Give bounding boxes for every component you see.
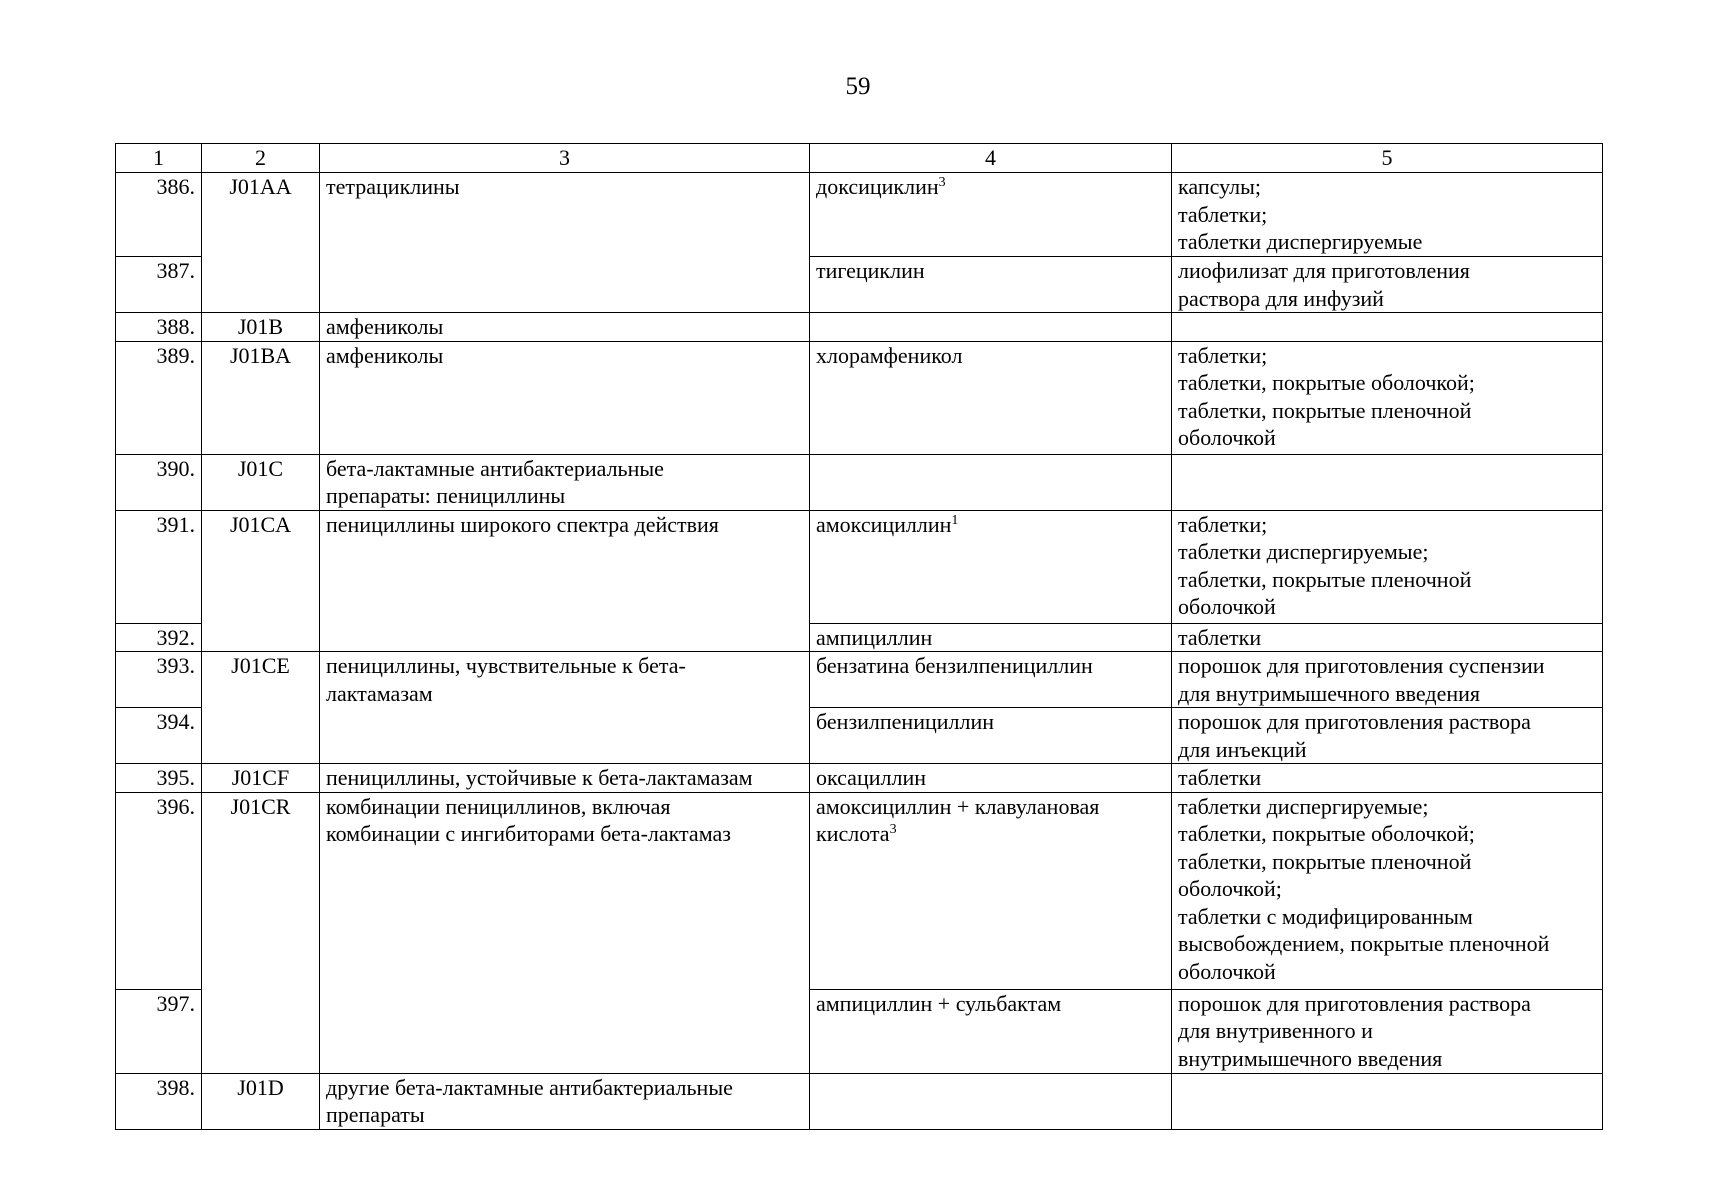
- table-header-row: [116, 144, 1603, 173]
- dosage-form: капсулы; таблетки; таблетки диспергируемые: [1172, 173, 1603, 257]
- dosage-form: [1172, 313, 1603, 342]
- row-number: 389.: [116, 341, 202, 454]
- table-row: [116, 173, 1603, 257]
- table-row: [116, 652, 1603, 708]
- drug-name: тигециклин: [810, 257, 1172, 313]
- drug-name: доксициклин$^3$: [810, 173, 1172, 257]
- page-number: 59: [845, 73, 871, 100]
- row-number: 398.: [116, 1073, 202, 1129]
- drug-name: [810, 1073, 1172, 1129]
- atc-code: J01B: [202, 313, 320, 342]
- dosage-form: таблетки: [1172, 623, 1603, 652]
- drug-name: бензатина бензилпенициллин: [810, 652, 1172, 708]
- row-number: 387.: [116, 257, 202, 313]
- drug-name: [810, 454, 1172, 510]
- medicines-table: [115, 143, 1603, 1130]
- footnote-mark: 3: [938, 175, 946, 190]
- atc-code: J01D: [202, 1073, 320, 1129]
- row-number: 386.: [116, 173, 202, 257]
- table-row: [116, 341, 1603, 454]
- atc-group: другие бета-лактамные антибактериальные препараты: [320, 1073, 810, 1129]
- column-header: 2: [202, 144, 320, 173]
- footnote-mark: 3: [889, 822, 897, 837]
- row-number: 390.: [116, 454, 202, 510]
- dosage-form: таблетки; таблетки диспергируемые; таблетки, покрытые пленочной оболочкой: [1172, 510, 1603, 623]
- atc-group: комбинации пенициллинов, включая комбинации с ингибиторами бета-лактамаз: [320, 792, 810, 1073]
- table-row: [116, 764, 1603, 793]
- drug-name: бензилпенициллин: [810, 708, 1172, 764]
- row-number: 393.: [116, 652, 202, 708]
- atc-group: пенициллины, устойчивые к бета-лактамазам: [320, 764, 810, 793]
- atc-code: J01CR: [202, 792, 320, 1073]
- dosage-form: [1172, 1073, 1603, 1129]
- dosage-form: порошок для приготовления раствора для внутривенного и внутримышечного введения: [1172, 989, 1603, 1073]
- column-header: 3: [320, 144, 810, 173]
- column-header: 1: [116, 144, 202, 173]
- row-number: 394.: [116, 708, 202, 764]
- dosage-form: таблетки; таблетки, покрытые оболочкой; таблетки, покрытые пленочной оболочкой: [1172, 341, 1603, 454]
- row-number: 397.: [116, 989, 202, 1073]
- footnote-mark: 1: [951, 512, 959, 528]
- atc-code: J01AA: [202, 173, 320, 313]
- dosage-form: порошок для приготовления раствора для инъекций: [1172, 708, 1603, 764]
- dosage-form: порошок для приготовления суспензии для внутримышечного введения: [1172, 652, 1603, 708]
- row-number: 392.: [116, 623, 202, 652]
- atc-group: пенициллины, чувствительные к бета- лактамазам: [320, 652, 810, 764]
- drug-name: амоксициллин$^1$: [810, 510, 1172, 623]
- column-header: 4: [810, 144, 1172, 173]
- drug-name: амоксициллин + клавулановая кислота$^3$: [810, 792, 1172, 989]
- drug-name: ампициллин + сульбактам: [810, 989, 1172, 1073]
- drug-name: оксациллин: [810, 764, 1172, 793]
- dosage-form: лиофилизат для приготовления раствора для инфузий: [1172, 257, 1603, 313]
- atc-code: J01CE: [202, 652, 320, 764]
- atc-code: J01C: [202, 454, 320, 510]
- row-number: 396.: [116, 792, 202, 989]
- atc-group: тетрациклины: [320, 173, 810, 313]
- table-row: [116, 510, 1603, 623]
- table-row: [116, 313, 1603, 342]
- atc-group: амфениколы: [320, 341, 810, 454]
- column-header: 5: [1172, 144, 1603, 173]
- drug-name: [810, 313, 1172, 342]
- dosage-form: таблетки диспергируемые; таблетки, покрытые оболочкой; таблетки, покрытые пленочной оболочкой; таблетки с модифицированным высвобождением, покрытые пленочной оболочкой: [1172, 792, 1603, 989]
- atc-group: амфениколы: [320, 313, 810, 342]
- dosage-form: таблетки: [1172, 764, 1603, 793]
- drug-name: хлорамфеникол: [810, 341, 1172, 454]
- table-row: [116, 454, 1603, 510]
- drug-name: ампициллин: [810, 623, 1172, 652]
- atc-code: J01CA: [202, 510, 320, 652]
- table-row: [116, 792, 1603, 989]
- row-number: 388.: [116, 313, 202, 342]
- table-row: [116, 1073, 1603, 1129]
- atc-group: пенициллины широкого спектра действия: [320, 510, 810, 652]
- row-number: 391.: [116, 510, 202, 623]
- atc-code: J01CF: [202, 764, 320, 793]
- row-number: 395.: [116, 764, 202, 793]
- atc-group: бета-лактамные антибактериальные препараты: пенициллины: [320, 454, 810, 510]
- dosage-form: [1172, 454, 1603, 510]
- atc-code: J01BA: [202, 341, 320, 454]
